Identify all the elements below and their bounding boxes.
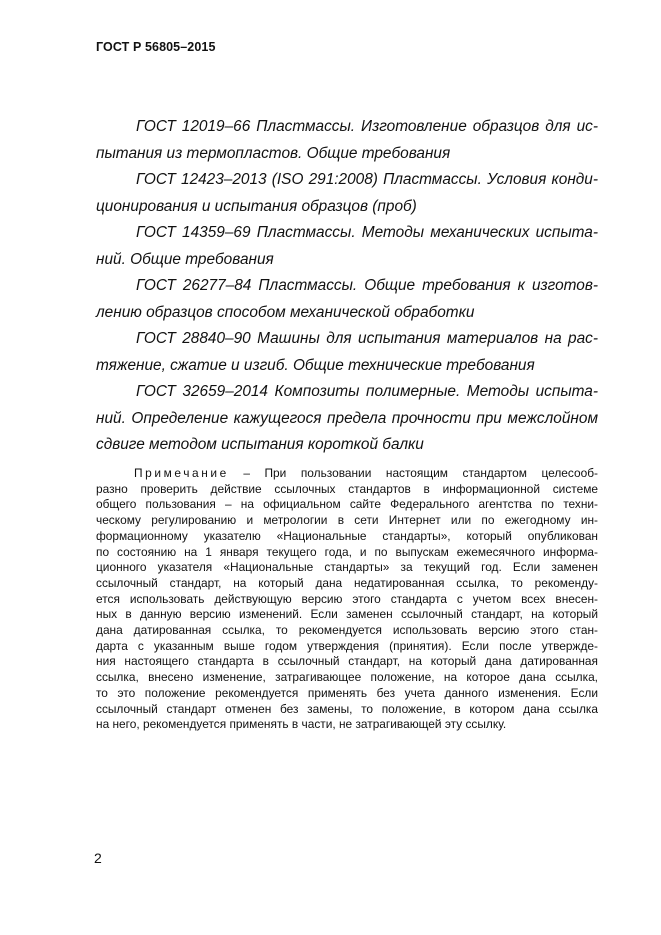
reference-line: ГОСТ 14359–69 Пластмассы. Методы механических испыта- bbox=[136, 224, 598, 241]
note-line: разно проверить действие ссылочных стандартов в информационной системе bbox=[96, 481, 598, 496]
page-number: 2 bbox=[94, 850, 102, 866]
note-line: на него, рекомендуется применять в части, не затрагивающей эту ссылку. bbox=[96, 717, 507, 732]
note-line: ния настоящего стандарта в ссылочный стандарт, на который дана датированная bbox=[96, 654, 598, 669]
reference-entry bbox=[96, 273, 598, 326]
note-line: то это положение рекомендуется применять без учета данного изменения. Если bbox=[96, 685, 598, 700]
reference-entry bbox=[96, 220, 598, 273]
reference-line: ГОСТ 26277–84 Пластмассы. Общие требования к изготов- bbox=[136, 277, 598, 294]
normative-references-list bbox=[96, 114, 598, 459]
reference-line: ционирования и испытания образцов (проб) bbox=[96, 197, 417, 215]
reference-line: лению образцов способом механической обработки bbox=[96, 303, 475, 321]
reference-line: ГОСТ 32659–2014 Композиты полимерные. Методы испыта- bbox=[136, 383, 598, 400]
note-line: дана датированная ссылка, то рекомендуется использовать версию этого стан- bbox=[96, 623, 598, 638]
note-line: ческому регулированию и метрологии в сети Интернет или по ежегодному ин- bbox=[96, 513, 598, 528]
reference-line: ГОСТ 12423–2013 (ISO 291:2008) Пластмассы. Условия конди- bbox=[136, 171, 598, 188]
note-line: ссылка, внесено изменение, затрагивающее положение, на которое дана ссылка, bbox=[96, 670, 598, 685]
reference-line: сдвиге методом испытания короткой балки bbox=[96, 436, 424, 453]
reference-line: пытания из термопластов. Общие требования bbox=[96, 144, 451, 162]
note-line: формационному указателю «Национальные стандарты», который опубликован bbox=[96, 528, 598, 543]
reference-line: ГОСТ 28840–90 Машины для испытания материалов на рас- bbox=[136, 330, 598, 347]
note-paragraph bbox=[96, 466, 598, 733]
reference-entry bbox=[96, 326, 598, 379]
reference-line: ГОСТ 12019–66 Пластмассы. Изготовление образцов для ис- bbox=[136, 118, 598, 135]
reference-entry bbox=[96, 167, 598, 220]
note-line bbox=[96, 466, 598, 482]
note-line-text: – При пользовании настоящим стандартом целесооб- bbox=[228, 466, 598, 480]
note-line: ционного указателя «Национальные стандарты» за текущий год. Если заменен bbox=[96, 560, 598, 575]
reference-entry bbox=[96, 114, 598, 167]
reference-line: ний. Определение кажущегося предела прочности при межслойном bbox=[96, 409, 598, 427]
note-line: дарта с указанным выше годом утверждения (принятия). Если после утвержде- bbox=[96, 638, 598, 653]
note-line: ссылочный стандарт, на который дана недатированная ссылка, то рекоменду- bbox=[96, 575, 598, 590]
reference-line: тяжение, сжатие и изгиб. Общие технические требования bbox=[96, 356, 535, 374]
note-line: по состоянию на 1 января текущего года, и по выпускам ежемесячного информа- bbox=[96, 544, 598, 559]
document-header: ГОСТ Р 56805–2015 bbox=[96, 40, 216, 54]
note-line: ется использовать действующую версию этого стандарта с учетом всех внесен- bbox=[96, 591, 598, 606]
reference-entry bbox=[96, 379, 598, 459]
note-label: Примечание bbox=[134, 466, 229, 480]
note-line: ссылочный стандарт отменен без замены, то положение, в котором дана ссылка bbox=[96, 701, 598, 716]
reference-line: ний. Общие требования bbox=[96, 250, 274, 268]
note-line: общего пользования – на официальном сайте Федерального агентства по техни- bbox=[96, 497, 598, 512]
note-line: ных в данную версию изменений. Если заменен ссылочный стандарт, на который bbox=[96, 607, 598, 622]
